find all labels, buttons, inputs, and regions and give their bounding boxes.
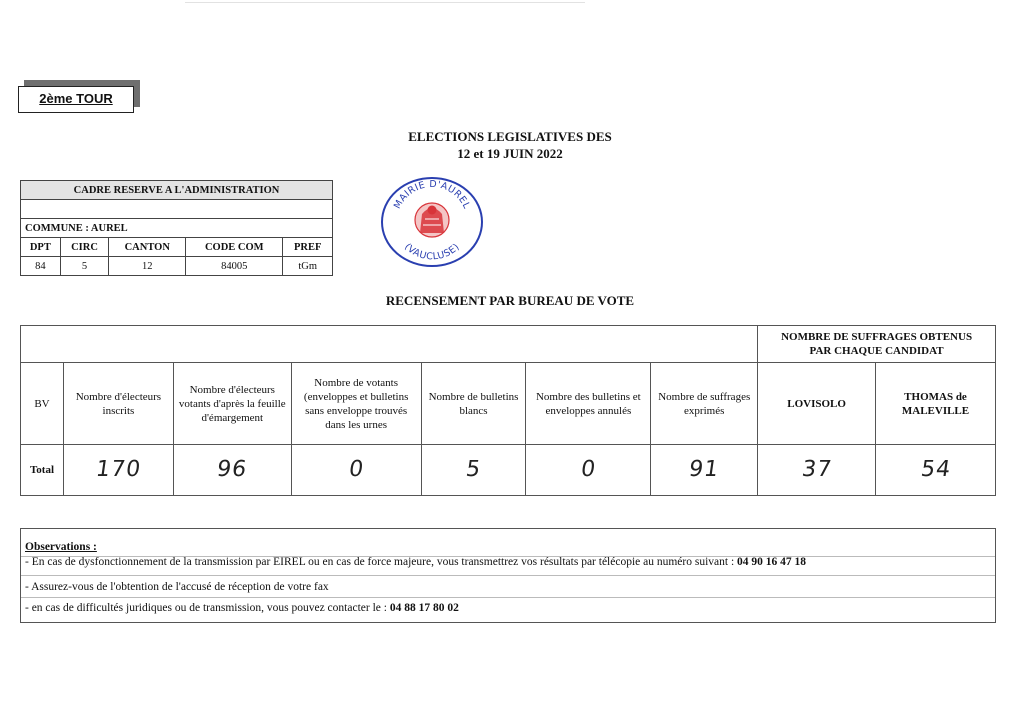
admin-blank-row: [21, 200, 333, 219]
observation-line-3: - en cas de difficultés juridiques ou de transmission, vous pouvez contacter le : 04 88 17 80 02: [25, 602, 459, 614]
value-annules: 0: [526, 445, 651, 496]
title-line-2: 12 et 19 JUIN 2022: [457, 146, 563, 161]
col-candidate-thomas-de-maleville: THOMAS de MALEVILLE: [876, 363, 996, 445]
admin-col-circ: CIRC: [60, 238, 109, 257]
observation-line-2: - Assurez-vous de l'obtention de l'accusé de réception de votre fax: [25, 581, 329, 593]
value-candidate-thomas-de-maleville: 54: [876, 445, 996, 496]
candidates-header-line-2: PAR CHAQUE CANDIDAT: [809, 345, 944, 357]
row-label-total: Total: [21, 445, 64, 496]
results-header-blank: [21, 326, 758, 363]
value-urnes: 0: [291, 445, 421, 496]
admin-val-codecom: 84005: [186, 257, 283, 276]
col-votants: Nombre d'électeurs votants d'après la feuille d'émargement: [173, 363, 291, 445]
value-blancs: 5: [421, 445, 526, 496]
admin-val-dpt: 84: [21, 257, 61, 276]
contact-number: 04 88 17 80 02: [389, 602, 459, 614]
candidates-header-line-1: NOMBRE DE SUFFRAGES OBTENUS: [781, 331, 973, 343]
observations-box: [20, 528, 996, 623]
admin-val-pref: tGm: [283, 257, 333, 276]
col-candidate-lovisolo: LOVISOLO: [758, 363, 876, 445]
results-table: [20, 325, 996, 496]
stamp-top-text: MAIRIE D'AUREL: [391, 178, 473, 211]
admin-col-canton: CANTON: [109, 238, 186, 257]
col-annules: Nombre des bulletins et enveloppes annulés: [526, 363, 651, 445]
observations-divider: [21, 575, 995, 576]
col-inscrits: Nombre d'électeurs inscrits: [63, 363, 173, 445]
admin-col-pref: PREF: [283, 238, 333, 257]
col-urnes: Nombre de votants (enveloppes et bulletins sans enveloppe trouvés dans les urnes: [291, 363, 421, 445]
tour-box: [18, 86, 134, 113]
observations-divider: [21, 597, 995, 598]
document-title: [360, 128, 660, 162]
tour-label: 2ème TOUR: [39, 91, 113, 106]
candidates-header: [758, 326, 996, 363]
title-line-1: ELECTIONS LEGISLATIVES DES: [408, 129, 612, 144]
admin-table: [20, 180, 333, 276]
section-subtitle: RECENSEMENT PAR BUREAU DE VOTE: [385, 293, 635, 308]
scan-edge-line: [185, 2, 585, 3]
admin-col-codecom: CODE COM: [186, 238, 283, 257]
value-candidate-lovisolo: 37: [758, 445, 876, 496]
table-row: [21, 445, 996, 496]
observations-title: Observations :: [25, 541, 97, 553]
admin-header: CADRE RESERVE A L'ADMINISTRATION: [21, 181, 333, 200]
admin-val-circ: 5: [60, 257, 109, 276]
marianne-emblem-icon: [415, 203, 449, 237]
stamp-bottom-text: (VAUCLUSE): [402, 241, 462, 263]
fax-number: 04 90 16 47 18: [737, 556, 807, 568]
col-blancs: Nombre de bulletins blancs: [421, 363, 526, 445]
value-exprimes: 91: [651, 445, 758, 496]
mairie-stamp: [375, 170, 489, 270]
col-exprimes: Nombre de suffrages exprimés: [651, 363, 758, 445]
col-bv: BV: [21, 363, 64, 445]
admin-val-canton: 12: [109, 257, 186, 276]
admin-col-dpt: DPT: [21, 238, 61, 257]
admin-commune: COMMUNE : AUREL: [21, 219, 333, 238]
value-votants: 96: [173, 445, 291, 496]
observation-line-1: - En cas de dysfonctionnement de la transmission par EIREL ou en cas de force majeure, vous transmettrez vos résultats par télécopie au numéro suivant : 04 90 16 47 18: [25, 556, 807, 568]
value-inscrits: 170: [63, 445, 173, 496]
